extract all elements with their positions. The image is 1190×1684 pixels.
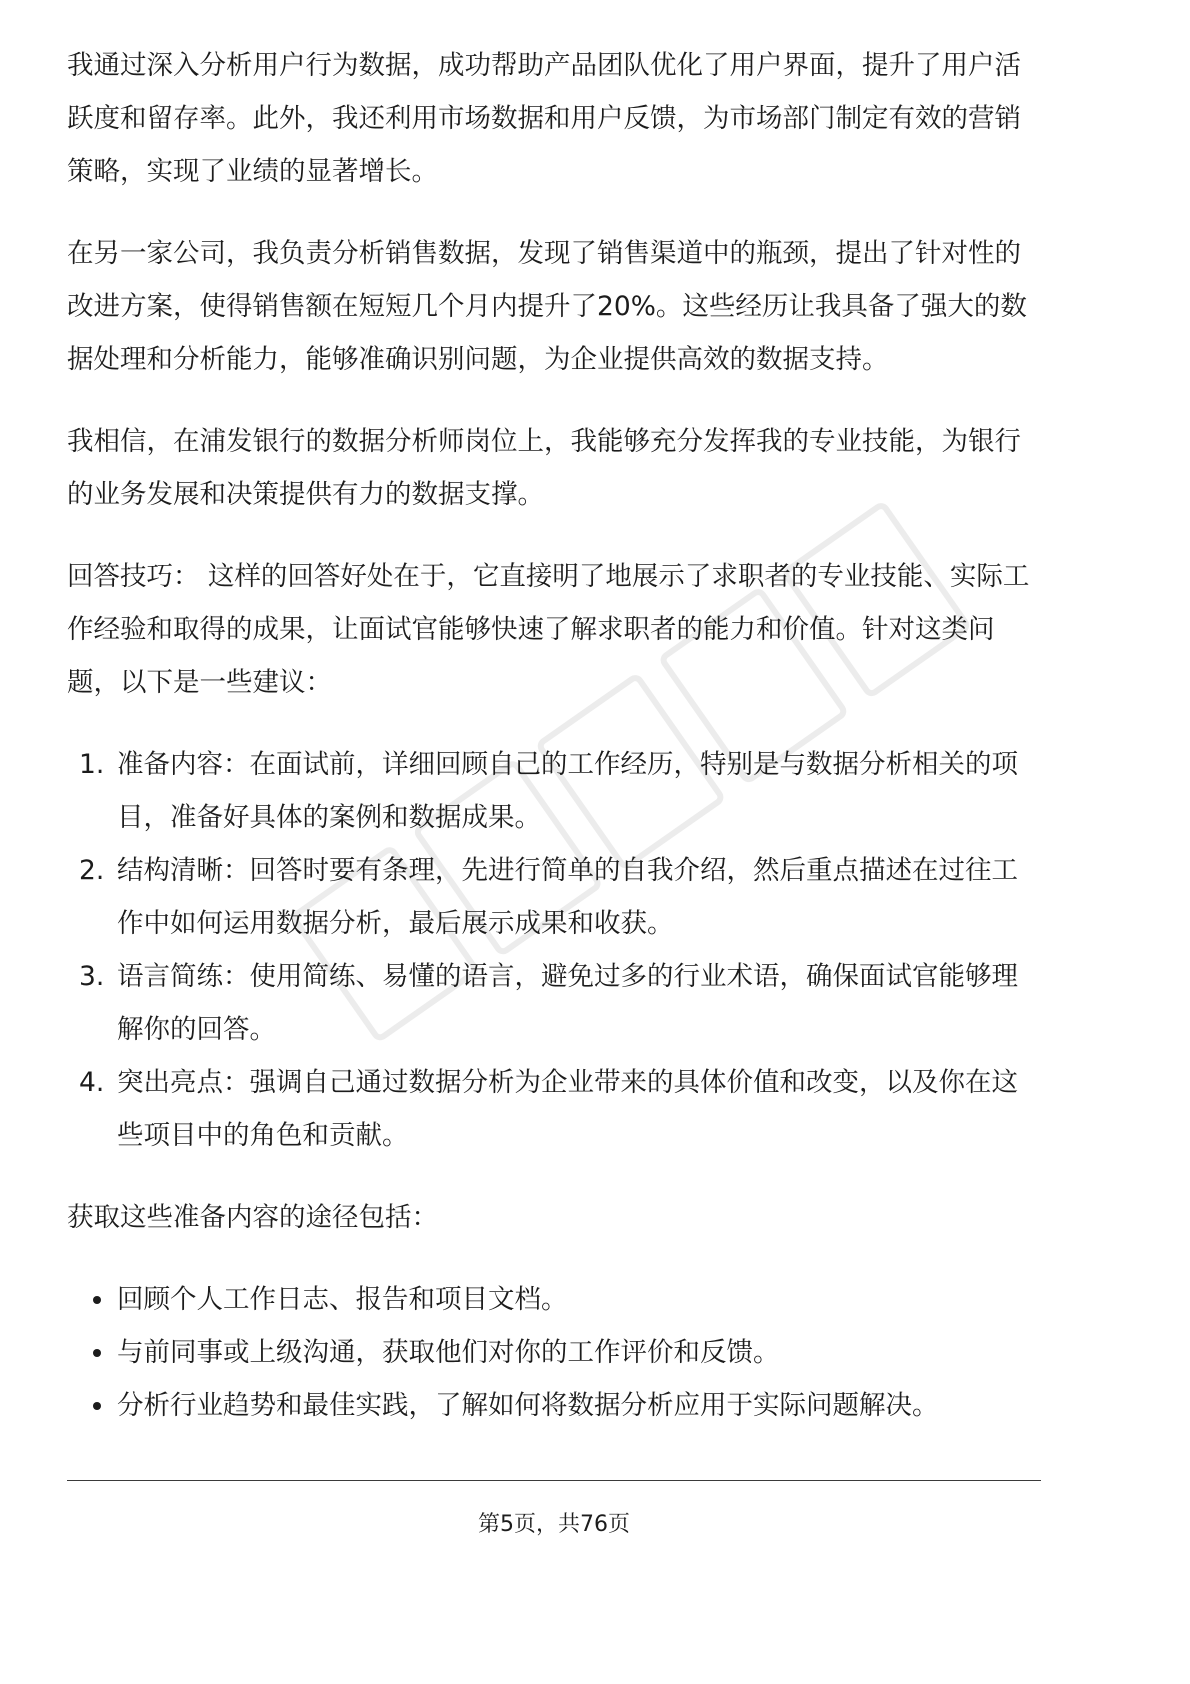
suggestions-list [67,738,1057,1162]
list-item [67,1379,1057,1432]
list-item [67,844,1057,950]
bullet-icon [93,1296,101,1304]
text-line: 策略，实现了业绩的显著增长。 [67,156,438,187]
text-line: 回顾个人工作日志、报告和项目文档。 [117,1284,568,1315]
list-item [67,1273,1057,1326]
paragraph-experience [67,39,1057,198]
text-line: 语言简练：使用简练、易懂的语言，避免过多的行业术语，确保面试官能够理 [117,961,1018,992]
text-line: 作经验和取得的成果，让面试官能够快速了解求职者的能力和价值。针对这类问 [67,614,995,645]
bullet-icon [93,1402,101,1410]
text-line: 准备内容：在面试前，详细回顾自己的工作经历，特别是与数据分析相关的项 [117,749,1018,780]
paragraph-sources-intro [67,1191,1057,1244]
text-line: 据处理和分析能力，能够准确识别问题，为企业提供高效的数据支持。 [67,344,889,375]
list-number: 1. [79,749,105,780]
paragraph-belief [67,415,1057,521]
list-item [67,1326,1057,1379]
text-line: 与前同事或上级沟通，获取他们对你的工作评价和反馈。 [117,1337,780,1368]
text-line: 些项目中的角色和贡献。 [117,1120,409,1151]
paragraph-answer-tips [67,550,1057,709]
paragraph-another-company [67,227,1057,386]
text-line: 的业务发展和决策提供有力的数据支撑。 [67,479,544,510]
text-line: 改进方案，使得销售额在短短几个月内提升了20%。这些经历让我具备了强大的数 [67,291,1027,322]
list-item [67,950,1057,1056]
text-line: 回答技巧： 这样的回答好处在于，它直接明了地展示了求职者的专业技能、实际工 [67,561,1030,592]
text-line: 在另一家公司，我负责分析销售数据，发现了销售渠道中的瓶颈，提出了针对性的 [67,238,1021,269]
list-number: 4. [79,1067,105,1098]
document-body [67,39,1057,1461]
sources-list [67,1273,1057,1432]
list-item [67,738,1057,844]
page-number: 第5页，共76页 [478,1512,630,1537]
list-item [67,1056,1057,1162]
text-line: 解你的回答。 [117,1014,276,1045]
text-line: 跃度和留存率。此外，我还利用市场数据和用户反馈，为市场部门制定有效的营销 [67,103,1021,134]
text-line: 作中如何运用数据分析，最后展示成果和收获。 [117,908,674,939]
bullet-icon [93,1349,101,1357]
list-number: 3. [79,961,105,992]
text-line: 获取这些准备内容的途径包括： [67,1202,438,1233]
footer-divider [67,1480,1041,1481]
text-line: 我相信，在浦发银行的数据分析师岗位上，我能够充分发挥我的专业技能，为银行 [67,426,1021,457]
list-number: 2. [79,855,105,886]
text-line: 我通过深入分析用户行为数据，成功帮助产品团队优化了用户界面，提升了用户活 [67,50,1021,81]
text-line: 目，准备好具体的案例和数据成果。 [117,802,541,833]
text-line: 题，以下是一些建议： [67,667,332,698]
text-line: 突出亮点：强调自己通过数据分析为企业带来的具体价值和改变，以及你在这 [117,1067,1018,1098]
text-line: 结构清晰：回答时要有条理，先进行简单的自我介绍，然后重点描述在过往工 [117,855,1018,886]
text-line: 分析行业趋势和最佳实践，了解如何将数据分析应用于实际问题解决。 [117,1390,939,1421]
